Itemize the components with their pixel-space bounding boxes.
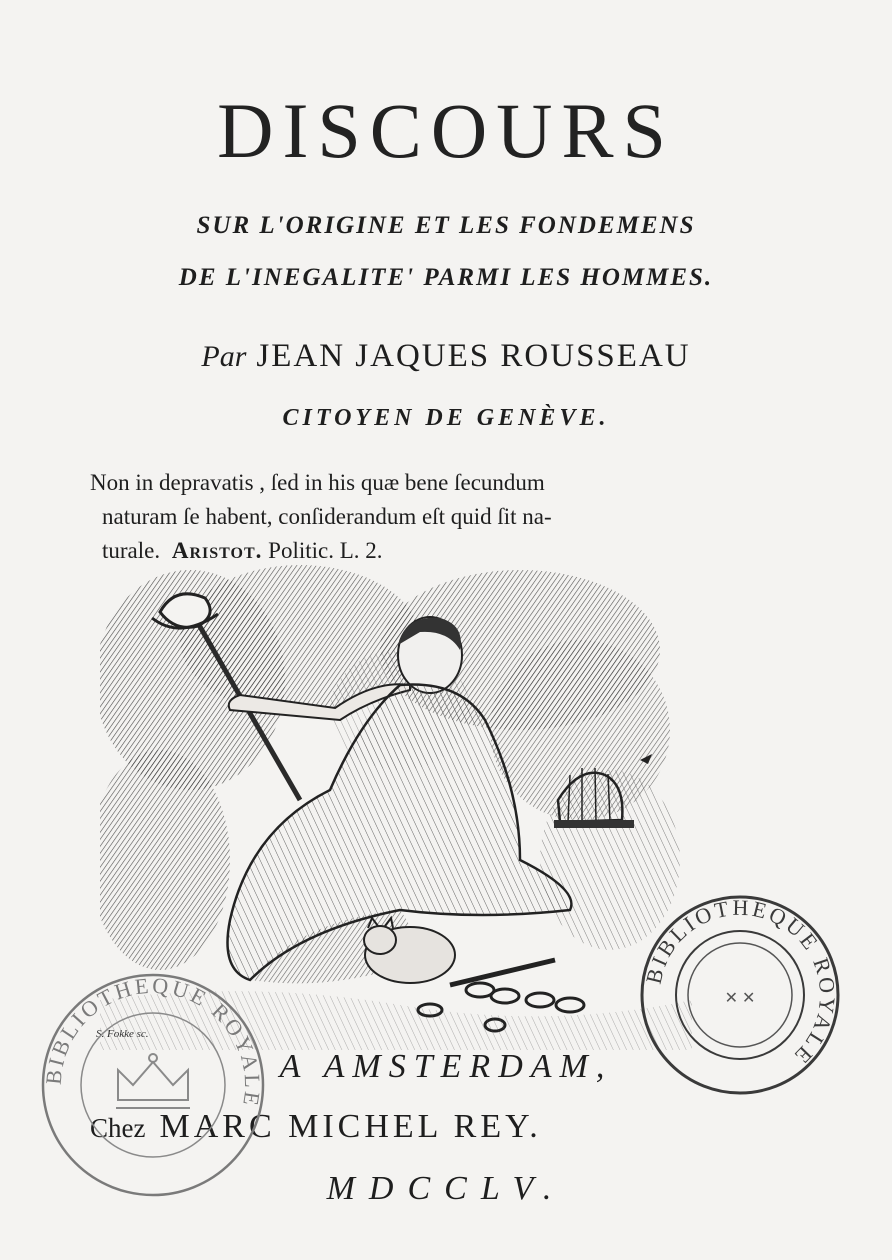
author-prefix: Par	[201, 340, 247, 373]
crown-icon	[116, 1054, 190, 1108]
stamp-right-text: BIBLIOTHEQUE ROYALE	[640, 894, 841, 1071]
epigraph-line-1: Non in depravatis , ſed in his quæ bene ſecundum	[90, 470, 545, 495]
author-name: JEAN JAQUES ROUSSEAU	[256, 338, 691, 374]
library-stamp-right	[638, 893, 842, 1097]
subtitle-line-2: DE L'INEGALITE' PARMI LES HOMMES.	[178, 264, 714, 291]
subtitle-line-1: SUR L'ORIGINE ET LES FONDEMENS	[196, 212, 696, 239]
epigraph-line-2: naturam ſe habent, conſiderandum eſt quid ſit na-	[102, 504, 552, 529]
engraver-signature: S. Fokke sc.	[96, 1028, 149, 1040]
author-line	[0, 338, 892, 375]
epigraph-line-3-text: turale.	[102, 538, 161, 563]
author-citizenship: CITOYEN DE GENÈVE.	[282, 405, 610, 431]
library-stamp-left	[38, 970, 268, 1200]
imprint-publisher: MARC MICHEL REY.	[159, 1108, 542, 1145]
imprint-city: A AMSTERDAM,	[279, 1048, 613, 1085]
stamp-left-text: BIBLIOTHEQUE ROYALE	[40, 972, 266, 1110]
epigraph-citation-ref: Politic. L. 2.	[268, 538, 383, 563]
epigraph-citation-author: Aristot.	[171, 538, 263, 563]
svg-text:BIBLIOTHEQUE ROYALE	[641, 895, 841, 1071]
imprint-year: MDCCLV.	[326, 1170, 566, 1207]
svg-text:BIBLIOTHEQUE ROYALE	[41, 973, 266, 1110]
cat	[364, 918, 455, 983]
book-title: DISCOURS	[217, 87, 675, 174]
epigraph	[90, 466, 690, 568]
svg-text:✕ ✕: ✕ ✕	[724, 990, 756, 1007]
imprint-publisher-prefix: Chez	[90, 1113, 146, 1143]
